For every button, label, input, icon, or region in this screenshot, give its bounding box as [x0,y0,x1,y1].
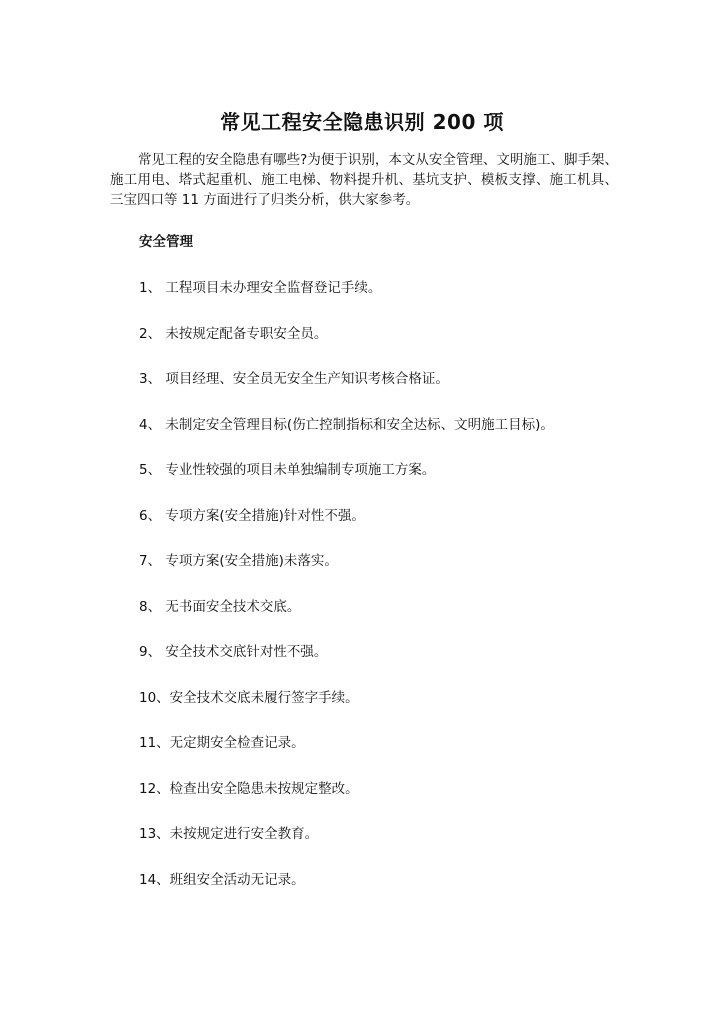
list-item: 8、 无书面安全技术交底。 [139,598,301,615]
list-item: 4、 未制定安全管理目标(伤亡控制指标和安全达标、文明施工目标)。 [139,416,554,433]
list-item: 3、 项目经理、安全员无安全生产知识考核合格证。 [139,371,449,387]
section-heading: 安全管理 [139,234,193,250]
list-item: 13、未按规定进行安全教育。 [139,826,319,842]
list-item: 1、 工程项目未办理安全监督登记手续。 [139,280,382,296]
list-item: 12、检查出安全隐患未按规定整改。 [139,780,359,797]
list-item: 14、班组安全活动无记录。 [139,871,305,888]
list-item: 2、 未按规定配备专职安全员。 [139,325,328,342]
document-title: 常见工程安全隐患识别 200 项 [220,110,504,134]
list-item: 11、无定期安全检查记录。 [139,735,305,751]
list-item: 7、 专项方案(安全措施)未落实。 [139,553,338,569]
list-item: 5、 专业性较强的项目未单独编制专项施工方案。 [139,462,436,478]
intro-paragraph: 常见工程的安全隐患有哪些?为便于识别，本文从安全管理、文明施工、脚手架、施工用电、塔式起重机、施工电梯、物料提升机、基坑支护、模板支撑、施工机具、三宝四口等 11 方面进行了归类分析，供大家参考。 [110,152,618,208]
list-item: 10、安全技术交底未履行签字手续。 [139,689,359,706]
hazard-list [139,278,619,915]
list-item: 9、 安全技术交底针对性不强。 [139,644,328,660]
list-item: 6、 专项方案(安全措施)针对性不强。 [139,507,365,524]
